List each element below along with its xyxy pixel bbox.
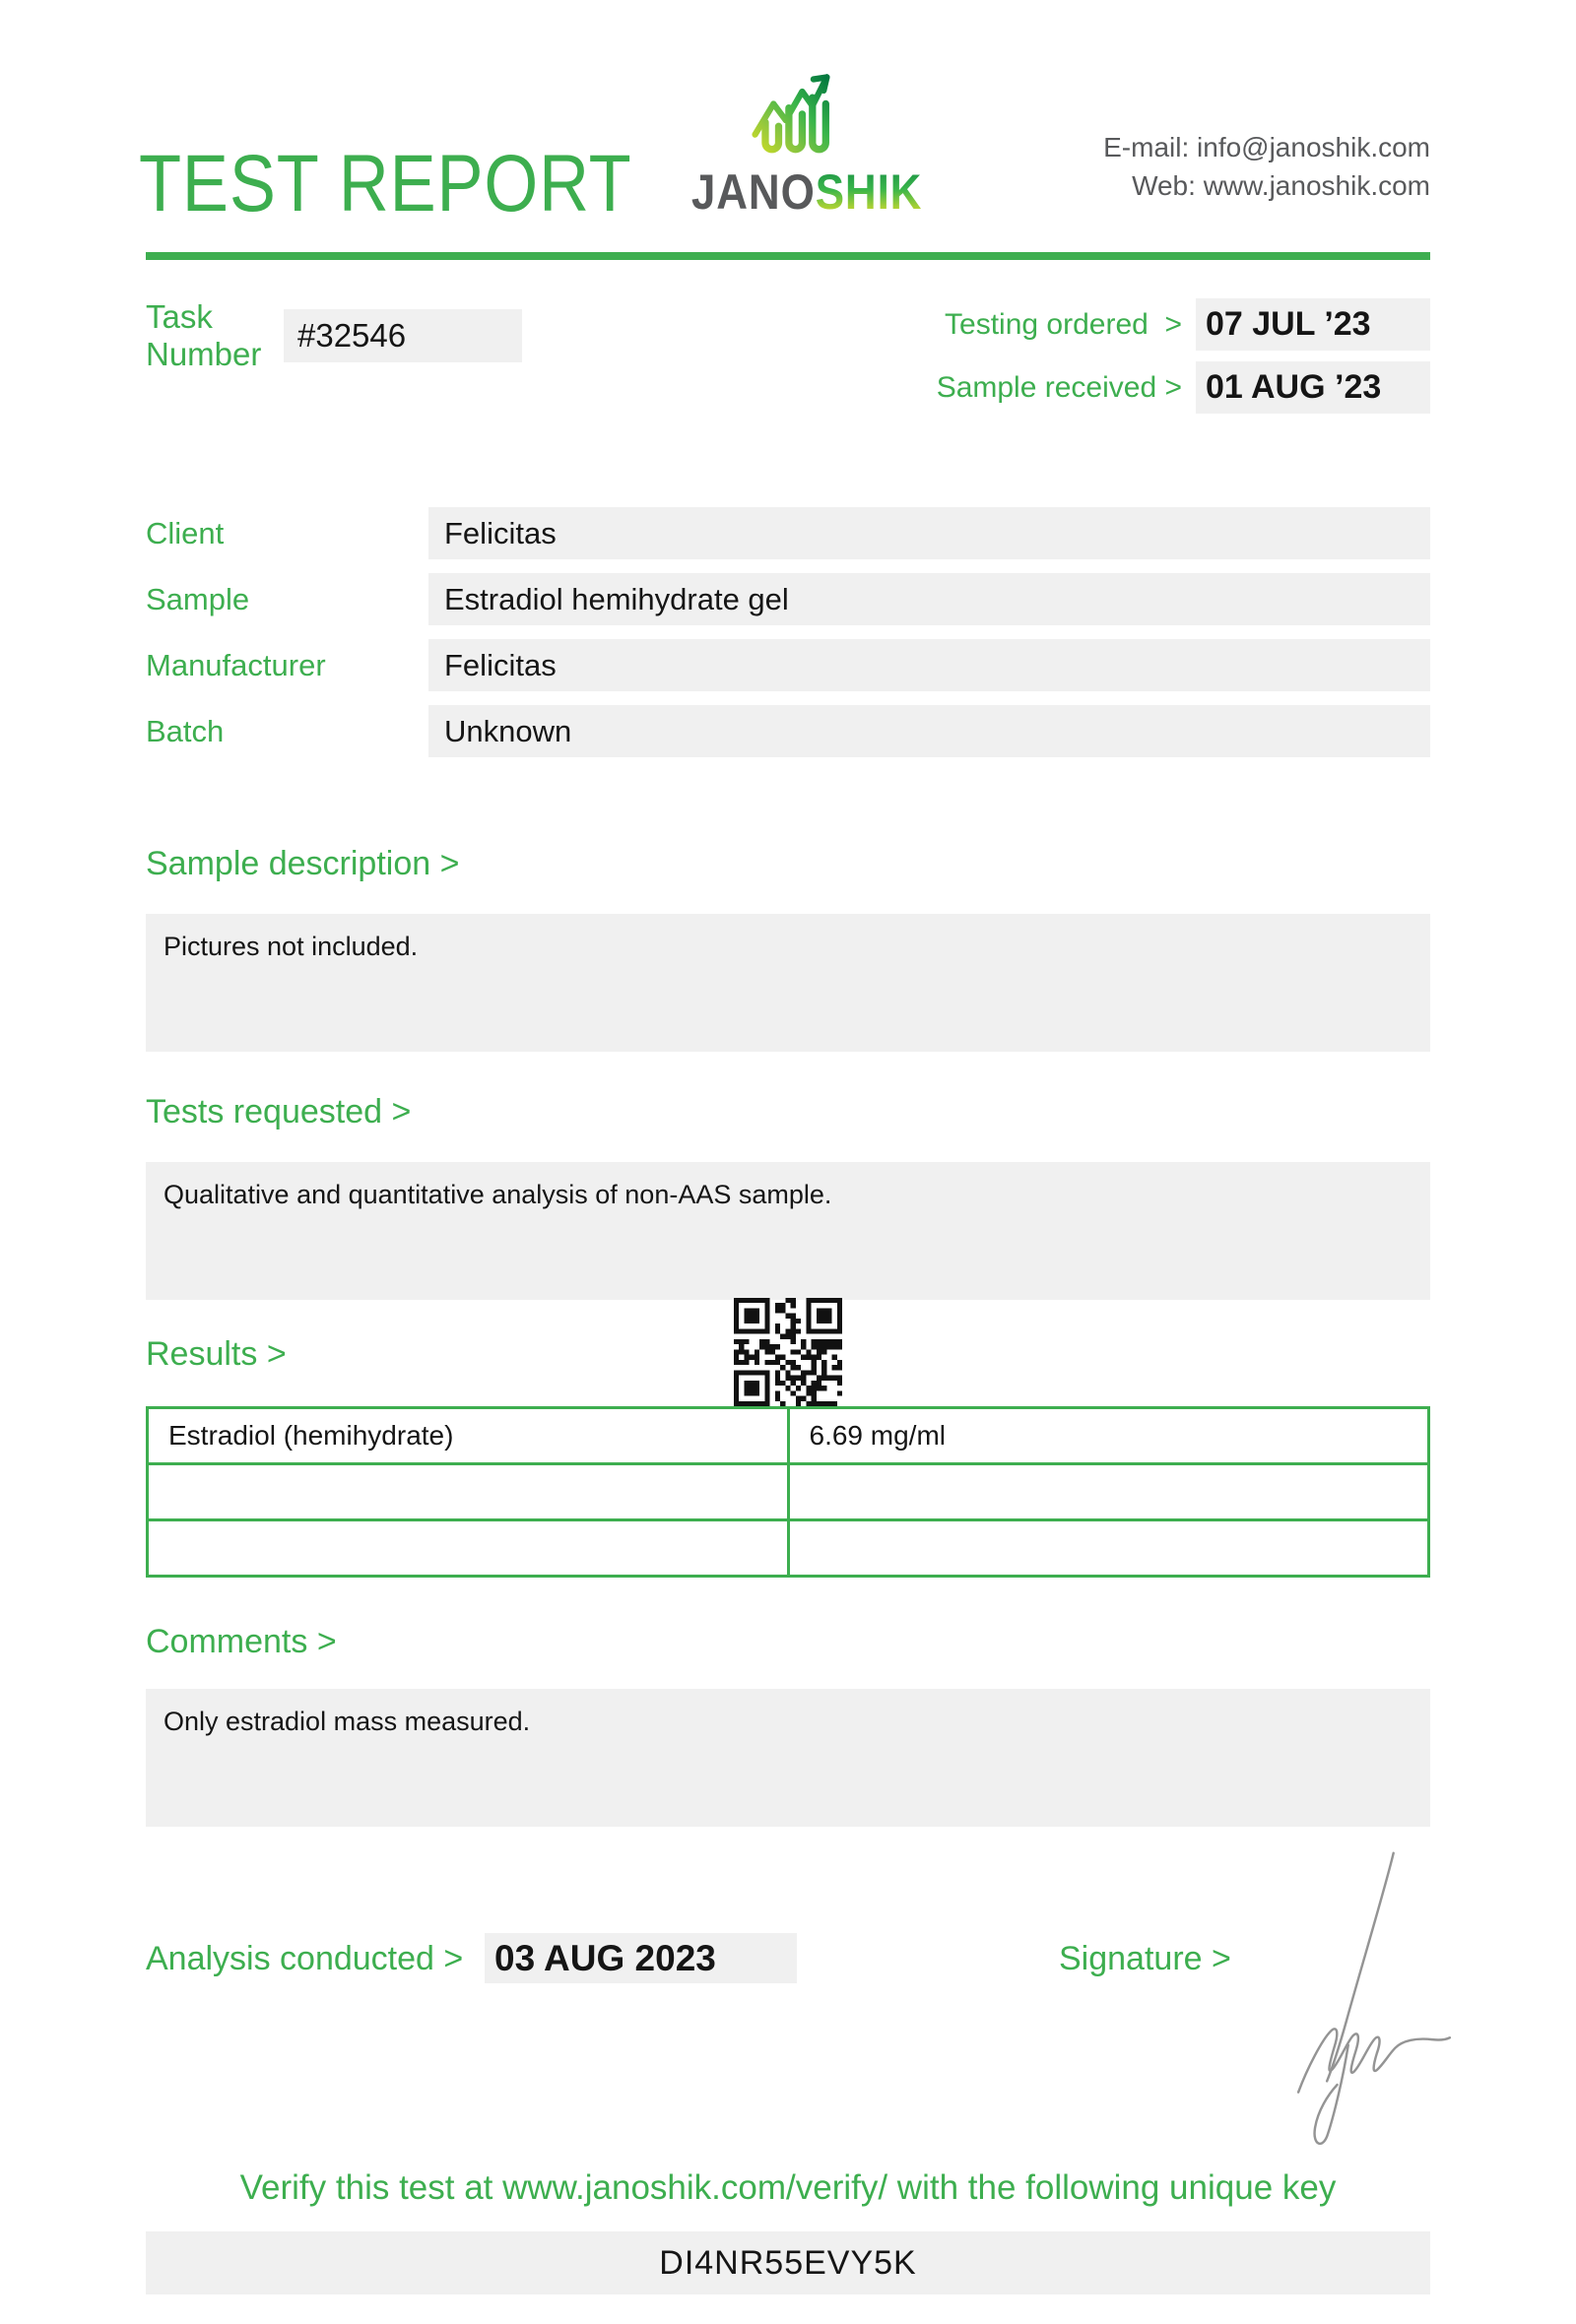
comments-box: Only estradiol mass measured. bbox=[146, 1689, 1430, 1827]
manufacturer-value: Felicitas bbox=[428, 639, 1430, 691]
growth-chart-icon bbox=[741, 69, 843, 167]
analysis-conducted-label: Analysis conducted > bbox=[146, 1940, 464, 1977]
result-analyte: Estradiol (hemihydrate) bbox=[148, 1408, 789, 1464]
results-heading: Results > bbox=[146, 1335, 287, 1373]
janoshik-logo bbox=[678, 69, 923, 220]
field-row-manufacturer bbox=[146, 639, 1430, 691]
manufacturer-label: Manufacturer bbox=[146, 647, 326, 682]
testing-ordered-row bbox=[937, 298, 1430, 351]
analysis-conducted-date: 03 AUG 2023 bbox=[485, 1933, 797, 1983]
tests-requested-heading: Tests requested > bbox=[146, 1093, 412, 1130]
results-row-2 bbox=[148, 1464, 1429, 1520]
comments-heading: Comments > bbox=[146, 1623, 337, 1660]
field-row-client bbox=[146, 507, 1430, 559]
sample-description-box: Pictures not included. bbox=[146, 914, 1430, 1052]
sample-info-fields bbox=[146, 507, 1430, 771]
header-divider bbox=[146, 252, 1430, 260]
results-row-3 bbox=[148, 1520, 1429, 1577]
sample-received-row bbox=[937, 361, 1430, 414]
client-label: Client bbox=[146, 515, 225, 550]
testing-ordered-value: 07 JUL ’23 bbox=[1196, 298, 1430, 351]
sample-value: Estradiol hemihydrate gel bbox=[428, 573, 1430, 625]
result-value: 6.69 mg/ml bbox=[788, 1408, 1429, 1464]
results-table bbox=[146, 1406, 1430, 1578]
dates-group bbox=[937, 298, 1430, 424]
page-title: TEST REPORT bbox=[139, 139, 632, 228]
results-row-1 bbox=[148, 1408, 1429, 1464]
task-row bbox=[146, 298, 1430, 406]
logo-wordmark bbox=[690, 164, 923, 220]
contact-web: Web: www.janoshik.com bbox=[1132, 170, 1430, 201]
result-value-empty-2 bbox=[788, 1520, 1429, 1577]
client-value: Felicitas bbox=[428, 507, 1430, 559]
sample-received-value: 01 AUG ’23 bbox=[1196, 361, 1430, 414]
batch-label: Batch bbox=[146, 713, 225, 748]
sample-label: Sample bbox=[146, 581, 250, 616]
logo-text-jano: JANO bbox=[690, 164, 816, 220]
batch-value: Unknown bbox=[428, 705, 1430, 757]
logo-text-shik: SHIK bbox=[815, 164, 923, 220]
result-analyte-empty bbox=[148, 1464, 789, 1520]
signature-image bbox=[1276, 1849, 1473, 2145]
result-analyte-empty-2 bbox=[148, 1520, 789, 1577]
unique-key: DI4NR55EVY5K bbox=[146, 2231, 1430, 2294]
task-number-value: #32546 bbox=[284, 309, 522, 362]
result-value-empty bbox=[788, 1464, 1429, 1520]
tests-requested-box: Qualitative and quantitative analysis of non-AAS sample. bbox=[146, 1162, 1430, 1300]
signature-label: Signature > bbox=[1059, 1940, 1231, 1977]
verify-instruction: Verify this test at www.janoshik.com/verify/ with the following unique key bbox=[239, 2168, 1337, 2207]
task-number-label: Task Number bbox=[146, 298, 262, 372]
contact-info bbox=[1103, 128, 1430, 205]
qr-code bbox=[734, 1298, 842, 1406]
field-row-batch bbox=[146, 705, 1430, 757]
sample-received-label: Sample received > bbox=[936, 370, 1182, 404]
contact-email: E-mail: info@janoshik.com bbox=[1103, 132, 1430, 162]
sample-description-heading: Sample description > bbox=[146, 845, 460, 882]
testing-ordered-label: Testing ordered > bbox=[945, 307, 1182, 341]
field-row-sample bbox=[146, 573, 1430, 625]
